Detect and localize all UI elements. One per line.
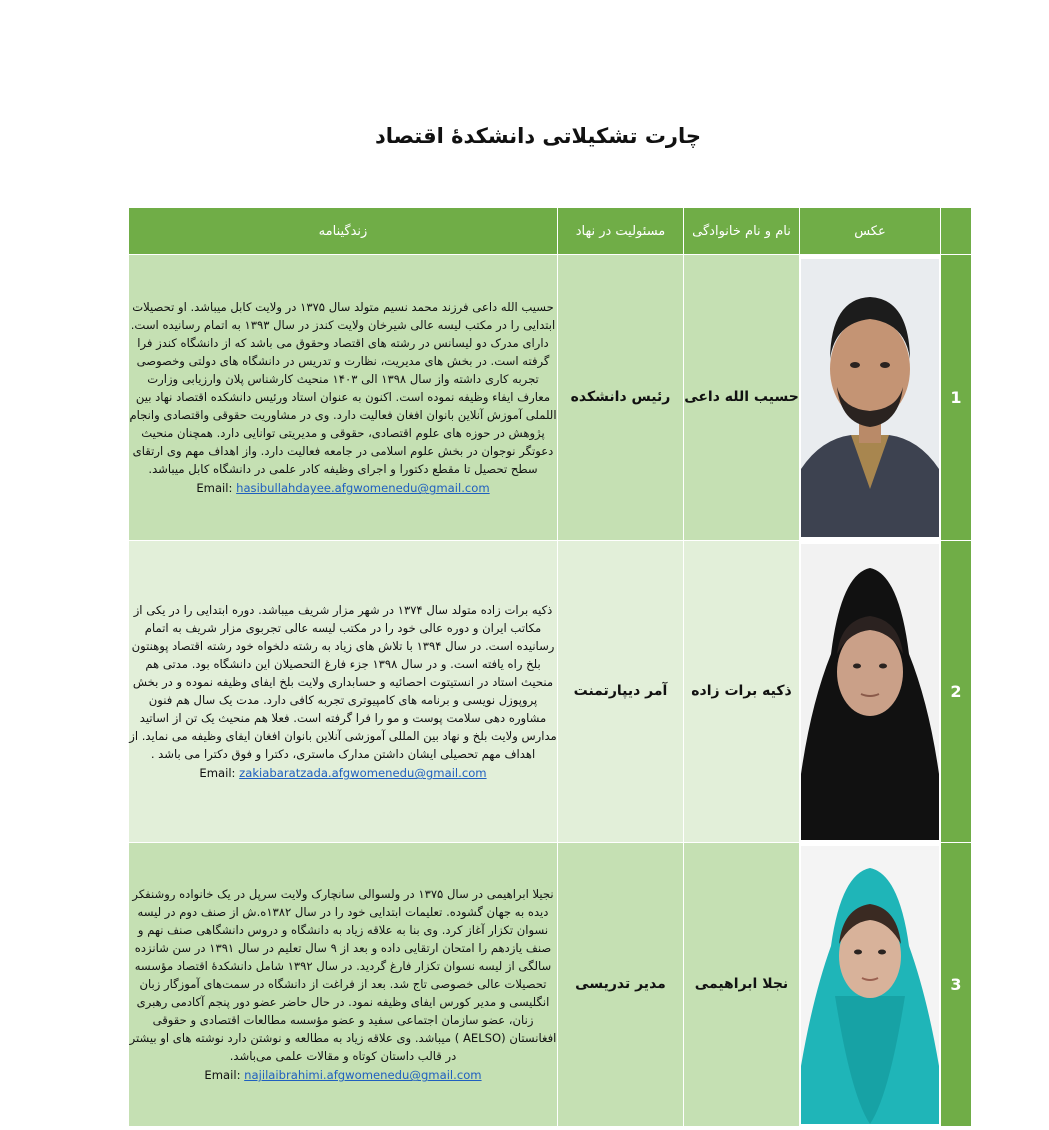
- profile-photo: [800, 541, 941, 843]
- row-number: 1: [941, 255, 972, 541]
- person-name: حسیب الله داعی: [684, 255, 800, 541]
- person-responsibility: رئیس دانشکده: [558, 255, 684, 541]
- portrait-woman-image: [801, 544, 939, 840]
- row-number: 2: [941, 541, 972, 843]
- table-row: [129, 255, 972, 541]
- email-label: Email:: [199, 766, 236, 781]
- email-link[interactable]: hasibullahdayee.afgwomenedu@gmail.com: [236, 481, 490, 496]
- person-name: نجلا ابراهیمی: [684, 843, 800, 1127]
- person-bio: [129, 541, 558, 843]
- bio-text: نجیلا ابراهیمی در سال ۱۳۷۵ در ولسوالی سانچارک ولایت سرپل در یک خانواده روشنفکر دیده به جهان گشوده. تعلیمات ابتدایی خود را در سال ۱۳۸۲ه.ش از صنف دوم در لیسه نسوان تکزار آغاز کرد. وی بنا به علاقه زیاد به دانشگاه و دروس دانشگاهی صنف نهم و صنف یازدهم را امتحان ارتقایی داده و بعد از ۹ سال تعلیم در سال ۱۳۹۱ در سن شانزده سالگی از لیسه نسوان تکزار فارغ گردید. در سال ۱۳۹۲ شامل دانشکدۀ اقتصاد مؤسسه تحصیلات عالی خصوصی تاج شد. بعد از فراغت از دانشگاه در سمت‌های آموزگار زبان انگلیسی و مدیر کورس ایفای وظیفه نمود. در حال حاضر عضو دور پنجم آکادمی رهبری زنان، عضو سازمان اجتماعی سفید و عضو مؤسسه مطالعات اقتصادی و حقوقی افغانستان (AELSO ) میباشد. وی علاقه زیاد به مطالعه و نوشتن دارد نوشته های او بیشتر در قالب داستان کوتاه و مقالات علمی می‌باشد.: [129, 886, 557, 1064]
- header-name: نام و نام خانوادگی: [684, 208, 800, 255]
- email-link[interactable]: najilaibrahimi.afgwomenedu@gmail.com: [244, 1068, 482, 1083]
- email-line: [129, 1066, 557, 1084]
- email-link[interactable]: zakiabaratzada.afgwomenedu@gmail.com: [239, 766, 487, 781]
- table-header-row: [129, 208, 972, 255]
- person-responsibility: مدیر تدریسی: [558, 843, 684, 1127]
- profile-photo: [800, 843, 941, 1127]
- header-responsibility: مسئولیت در نهاد: [558, 208, 684, 255]
- portrait-man-image: [801, 259, 939, 537]
- header-number: [941, 208, 972, 255]
- table-row: [129, 541, 972, 843]
- email-label: Email:: [204, 1068, 241, 1083]
- profile-photo: [800, 255, 941, 541]
- bio-text: حسیب الله داعی فرزند محمد نسیم متولد سال ۱۳۷۵ در ولایت کابل میباشد. او تحصیلات ابتدایی را در مکتب لیسه عالی شیرخان ولایت کندز در سال ۱۳۹۳ به اتمام رسانیده است. دارای مدرک دو لیسانس در رشته های اقتصاد وحقوق می باشد که از دانشگاه کندز فرا گرفته است. در بخش های مدیریت، نظارت و تدریس در دانشگاه های دولتی وخصوصی تجربه کاری داشته واز سال ۱۳۹۸ الی ۱۴۰۳ منحیث کارشناس پلان وارزیابی وزارت معارف ایفاء وظیفه نموده است. اکنون به عنوان استاد ورئیس دانشکده اقتصاد نهاد بین اللملی آموزش آنلاین بانوان افغان فعالیت دارد. وی در مشاوریت حقوقی واقتصادی وانجام پژوهش در حوزه های علوم اقتصادی، حقوقی و مدیریتی توانایی دارد. همچنان منحیث دعوتگر نوجوان در بخش علوم اسلامی در جامعه فعالیت دارد. واز اهداف مهم وی ارتقای سطح تحصیل تا مقطع دکتورا و اجرای وظیفه کادر علمی در دانشگاه کابل میباشد.: [129, 299, 557, 477]
- portrait-woman-teal-scarf-image: [801, 846, 939, 1124]
- page-title: چارت تشکیلاتی دانشکدۀ اقتصاد: [374, 124, 702, 148]
- email-line: [129, 764, 557, 782]
- header-photo: عکس: [800, 208, 941, 255]
- email-label: Email:: [196, 481, 233, 496]
- header-bio: زندگینامه: [129, 208, 558, 255]
- row-number: 3: [941, 843, 972, 1127]
- table-row: [129, 843, 972, 1127]
- person-name: ذکیه برات زاده: [684, 541, 800, 843]
- person-responsibility: آمر دیپارتمنت: [558, 541, 684, 843]
- person-bio: [129, 843, 558, 1127]
- person-bio: [129, 255, 558, 541]
- bio-text: ذکیه برات زاده متولد سال ۱۳۷۴ در شهر مزار شریف میباشد. دوره ابتدایی را در یکی از مکاتب ایران و دوره عالی خود را در مکتب لیسه عالی تجربوی مزار شریف به اتمام رسانیده است. در سال ۱۳۹۴ با تلاش های زیاد به رشته دلخواه خود رشته اقتصاد پوهنتون بلخ راه یافته است. و در سال ۱۳۹۸ جزء فارغ التحصیلان این دانشگاه بود. مدتی هم منحیث استاد در انستیتوت احصائیه و حسابداری ولایت بلخ ایفای وظیفه نموده و در بخش پروپوزل نویسی و برنامه های کامپیوتری تجربه کافی دارد. مدت یک سال هم فنون مشاوره دهی سلامت پوست و مو را فرا گرفته است. فعلا هم منحیث یک تن از اساتید مدارس ولایت بلخ و نهاد بین المللی آموزشی آنلاین بانوان افغان ایفای وظیفه می نماید. از اهداف مهم تحصیلی ایشان داشتن مدارک ماستری، دکترا و فوق دکترا می باشد .: [129, 602, 557, 762]
- email-line: [129, 479, 557, 497]
- org-chart-table: [128, 207, 972, 1127]
